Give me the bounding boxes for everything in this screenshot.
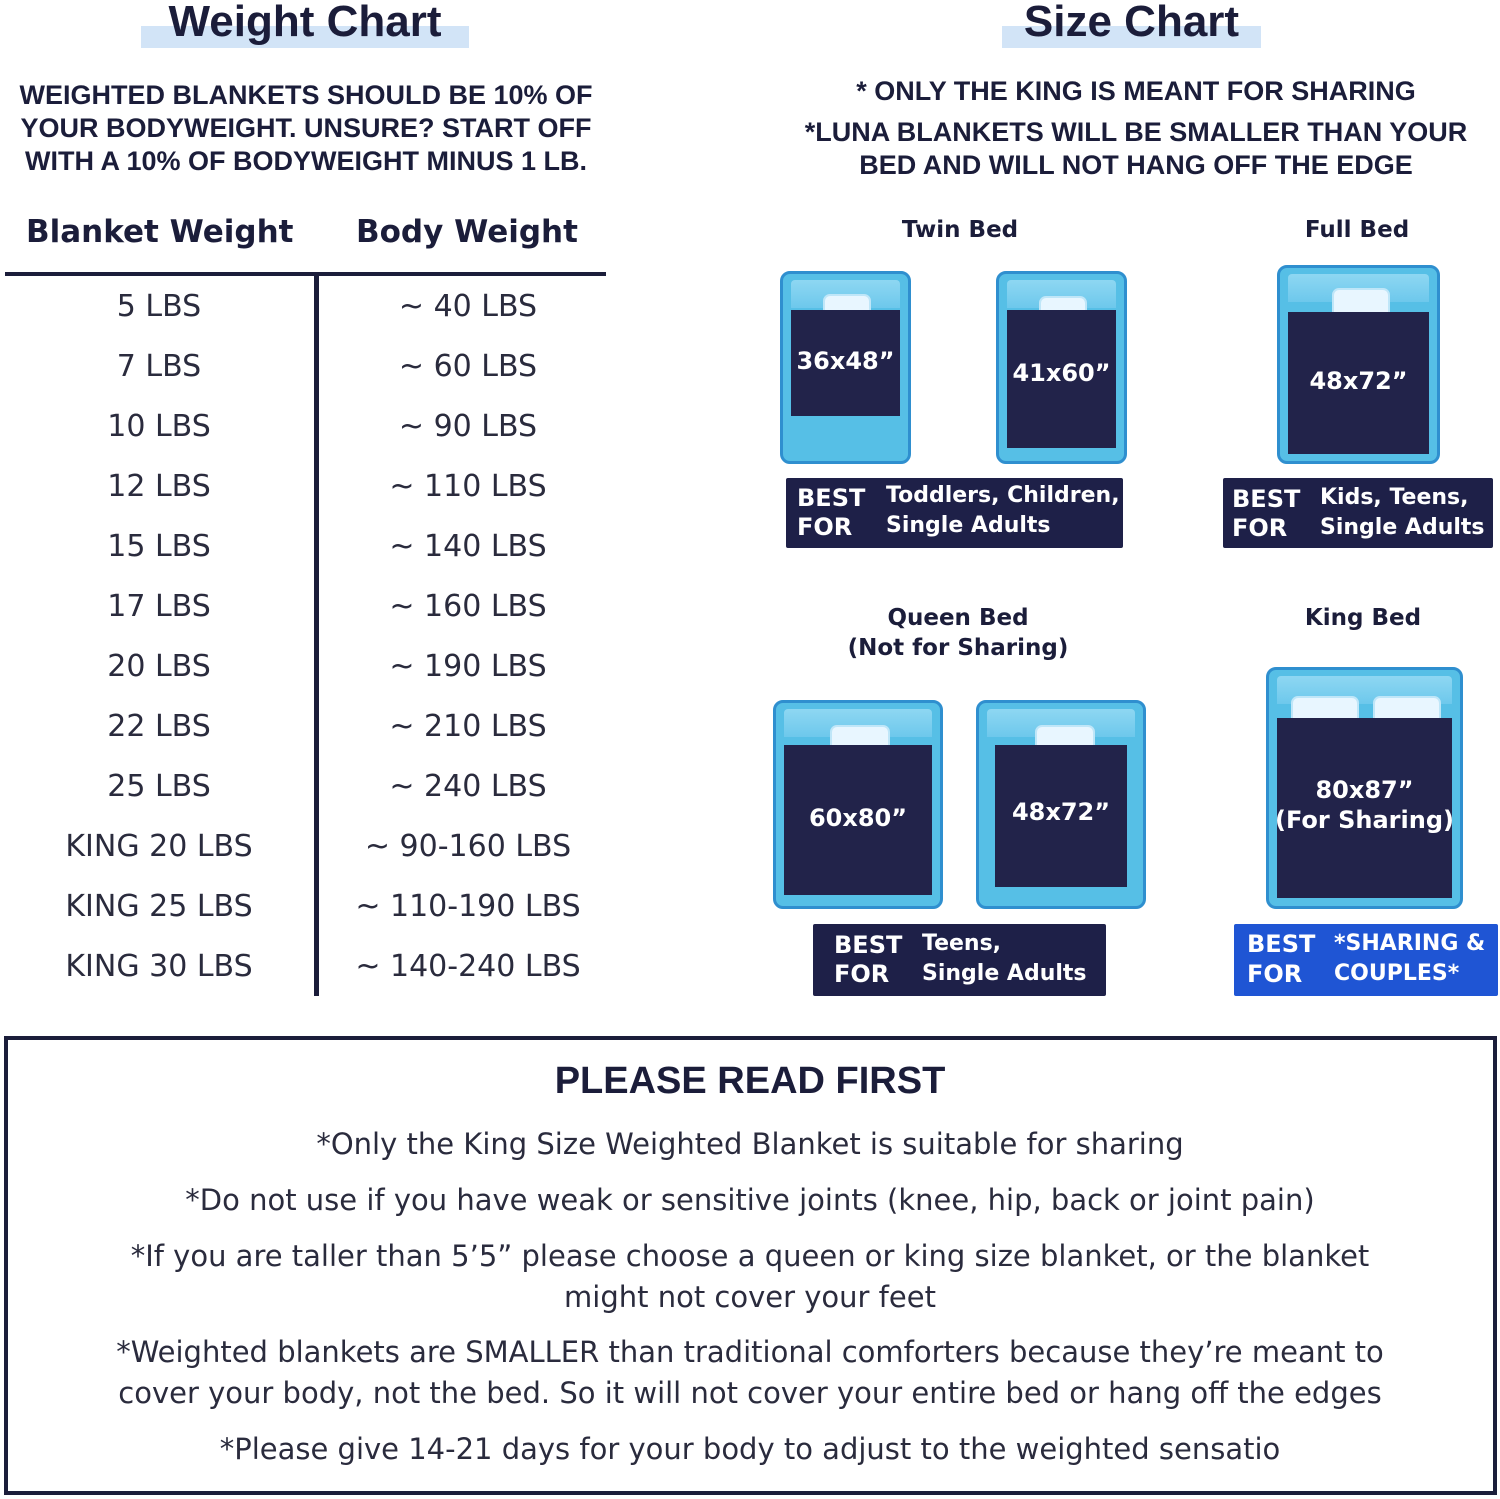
blanket-weight-cell: 12 LBS xyxy=(107,469,211,504)
best-label: BEST xyxy=(797,484,866,512)
queen-bed-label: Queen Bed xyxy=(887,605,1029,631)
king-best-for-line-2: COUPLES* xyxy=(1334,961,1460,986)
read-first-note-3: *If you are taller than 5’5” please choose a queen or king size blanket, or the blanket xyxy=(130,1239,1370,1273)
full-size: 48x72” xyxy=(1309,367,1408,395)
body-weight-cell: ~ 90-160 LBS xyxy=(364,829,572,864)
for-label: FOR xyxy=(1247,960,1303,988)
size-note-line-3: BED AND WILL NOT HANG OFF THE EDGE xyxy=(859,150,1413,180)
queen-bed-sublabel: (Not for Sharing) xyxy=(847,635,1069,661)
size-note-line-1: * ONLY THE KING IS MEANT FOR SHARING xyxy=(856,76,1416,106)
size-note-line-2: *LUNA BLANKETS WILL BE SMALLER THAN YOUR xyxy=(804,117,1468,147)
body-weight-cell: ~ 240 LBS xyxy=(389,769,547,804)
read-first-note-4-cont: cover your body, not the bed. So it will not cover your entire bed or hang off the edges xyxy=(118,1376,1382,1410)
blanket-weight-cell: KING 30 LBS xyxy=(65,949,253,984)
body-weight-cell: ~ 140 LBS xyxy=(389,529,547,564)
best-label: BEST xyxy=(1232,485,1301,513)
weight-intro-line-3: WITH A 10% OF BODYWEIGHT MINUS 1 LB. xyxy=(24,146,588,176)
full-bed-illustration xyxy=(1277,265,1440,464)
king-size: 80x87” xyxy=(1315,776,1414,804)
body-weight-cell: ~ 190 LBS xyxy=(389,649,547,684)
twin-best-for-line-2: Single Adults xyxy=(886,513,1051,538)
queen-size-wide: 60x80” xyxy=(808,804,908,832)
blanket-weight-cell: 17 LBS xyxy=(107,589,211,624)
twin-bed-large-illustration xyxy=(996,271,1127,464)
body-weight-cell: ~ 110 LBS xyxy=(389,469,547,504)
twin-best-for-badge xyxy=(786,478,1123,548)
full-best-for-line-1: Kids, Teens, xyxy=(1320,485,1469,510)
blanket-weight-cell: 22 LBS xyxy=(107,709,211,744)
for-label: FOR xyxy=(834,960,890,988)
twin-bed-small-illustration xyxy=(780,271,911,464)
blanket-weight-cell: KING 25 LBS xyxy=(65,889,253,924)
queen-best-for-line-1: Teens, xyxy=(922,931,1002,956)
blanket-weight-cell: 25 LBS xyxy=(107,769,211,804)
body-weight-cell: ~ 60 LBS xyxy=(398,349,538,384)
queen-best-for-badge xyxy=(813,924,1106,996)
blanket-weight-cell: KING 20 LBS xyxy=(65,829,253,864)
king-bed-label: King Bed xyxy=(1304,605,1422,631)
body-weight-cell: ~ 140-240 LBS xyxy=(355,949,581,984)
blanket-weight-cell: 5 LBS xyxy=(116,289,202,324)
read-first-note-5: *Please give 14-21 days for your body to adjust to the weighted sensatio xyxy=(219,1432,1281,1466)
king-best-for-badge xyxy=(1234,924,1498,996)
best-label: BEST xyxy=(834,931,903,959)
twin-bed-label: Twin Bed xyxy=(901,217,1019,243)
for-label: FOR xyxy=(797,513,853,541)
blanket-weight-cell: 7 LBS xyxy=(116,349,202,384)
read-first-note-4: *Weighted blankets are SMALLER than traditional comforters because they’re meant to xyxy=(116,1335,1384,1369)
twin-size-large: 41x60” xyxy=(1012,359,1111,387)
king-best-for-line-1: *SHARING & xyxy=(1334,931,1486,956)
full-bed-label: Full Bed xyxy=(1304,217,1410,243)
body-weight-cell: ~ 110-190 LBS xyxy=(355,889,581,924)
table-column-divider xyxy=(314,276,319,996)
size-chart-title-block xyxy=(1002,0,1261,44)
blanket-weight-header: Blanket Weight xyxy=(26,214,294,250)
for-label: FOR xyxy=(1232,514,1288,542)
body-weight-cell: ~ 40 LBS xyxy=(398,289,538,324)
blanket-weight-cell: 10 LBS xyxy=(107,409,211,444)
blanket-weight-cell: 20 LBS xyxy=(107,649,211,684)
full-best-for-badge xyxy=(1223,478,1493,548)
queen-size-narrow: 48x72” xyxy=(1011,798,1111,826)
twin-size-small: 36x48” xyxy=(796,347,895,375)
read-first-title: PLEASE READ FIRST xyxy=(554,1060,946,1102)
table-header-rule xyxy=(5,272,606,276)
queen-bed-wide-illustration xyxy=(773,700,943,909)
full-best-for-line-2: Single Adults xyxy=(1320,515,1485,540)
king-size-note: (For Sharing) xyxy=(1275,806,1454,834)
queen-bed-narrow-illustration xyxy=(976,700,1146,909)
weight-intro-line-1: WEIGHTED BLANKETS SHOULD BE 10% OF xyxy=(19,80,593,110)
body-weight-header: Body Weight xyxy=(356,214,578,250)
twin-best-for-line-1: Toddlers, Children, xyxy=(886,483,1120,508)
body-weight-cell: ~ 160 LBS xyxy=(389,589,547,624)
weight-chart-title: Weight Chart xyxy=(168,0,442,46)
best-label: BEST xyxy=(1247,930,1316,958)
weight-chart-title-block xyxy=(141,0,469,44)
body-weight-cell: ~ 90 LBS xyxy=(398,409,538,444)
size-chart-title: Size Chart xyxy=(1023,0,1240,46)
read-first-note-1: *Only the King Size Weighted Blanket is suitable for sharing xyxy=(316,1127,1184,1161)
read-first-note-2: *Do not use if you have weak or sensitive joints (knee, hip, back or joint pain) xyxy=(185,1183,1315,1217)
read-first-note-3-cont: might not cover your feet xyxy=(564,1280,936,1314)
queen-best-for-line-2: Single Adults xyxy=(922,961,1087,986)
king-bed-illustration xyxy=(1266,667,1463,909)
body-weight-cell: ~ 210 LBS xyxy=(389,709,547,744)
blanket-weight-cell: 15 LBS xyxy=(107,529,211,564)
weight-intro-line-2: YOUR BODYWEIGHT. UNSURE? START OFF xyxy=(20,113,592,143)
